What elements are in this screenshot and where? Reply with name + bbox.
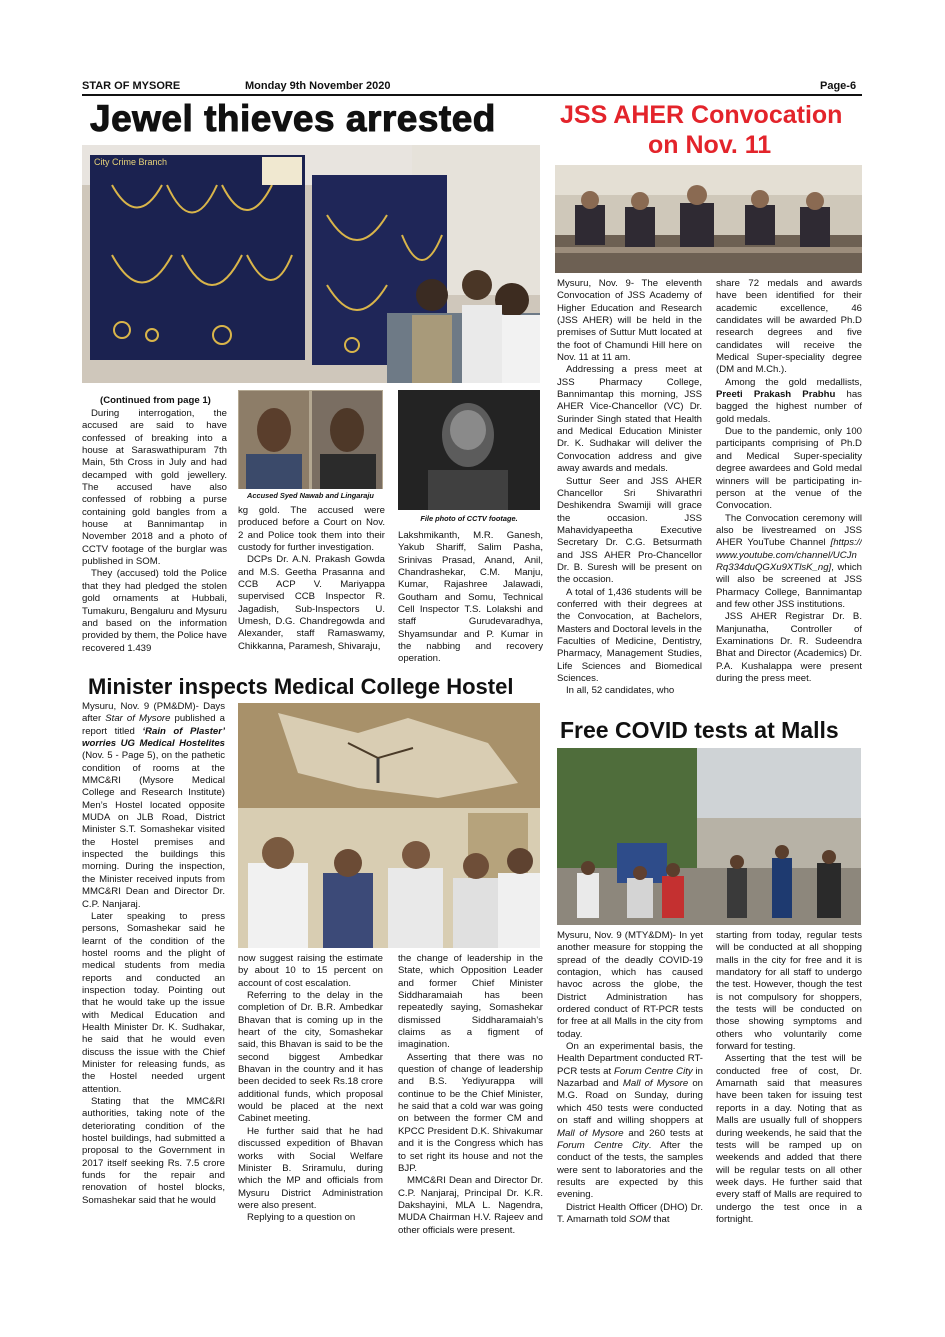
jss-column-2 bbox=[716, 278, 862, 716]
covid-column-1 bbox=[557, 930, 703, 1266]
jewel-column-2 bbox=[238, 505, 385, 670]
jss-text: has bagged the highest number of gold medals. bbox=[716, 389, 862, 425]
jss-col1-para: Suttur Seer and JSS AHER Chancellor Sri Shivarathri Deshikendra Swamiji will grace the occasion. JSS Mahavidyapeetha Executive Secretary Dr. C.G. Betsurmath and JSS AHER Pro-Chancellor Dr. B. Suresh will be present on the occasion. bbox=[557, 475, 702, 586]
ccb-board-text: City Crime Branch bbox=[94, 157, 168, 167]
jss-col2-para: Due to the pandemic, only 100 participants comprising of Ph.D and Medical Super-speciality degree awardees and Gold medal winners will be participating in-person at the venue of the Convocation. bbox=[716, 426, 862, 512]
hostel-text: published a report titled bbox=[82, 713, 225, 737]
jss-col1-para: Mysuru, Nov. 9- The eleventh Convocation of JSS Academy of Higher Education and Research (JSS AHER) will be held in the premises of Suttur Mutt located at the foot of Chamundi Hill here on Nov. 11 at 11 am. bbox=[557, 278, 702, 364]
hostel-col2-para: now suggest raising the estimate by about 10 to 15 percent on account of cost escalation. bbox=[238, 953, 383, 989]
covid-text: SOM bbox=[629, 1213, 651, 1225]
hostel-inspection-photo bbox=[238, 703, 540, 948]
youtube-link[interactable]: [https://www.youtube.com/channel/UCJnRq334duQGXu9XTlsK_ng] bbox=[716, 537, 862, 573]
hostel-text: Star of Mysore bbox=[105, 713, 171, 725]
jss-col2-para bbox=[716, 513, 862, 612]
hostel-col1-para: Later speaking to press persons, Somashekar said he learnt of the condition of the hostel rooms and the plight of medical students from media reports and conducted an inspection today. Pointing out that he would take up the issue with Medical Education and Health Minister Dr. K. Sudhakar, he said that he would even discuss the issue with the Chief Minister for releasing funds, as the Hostel needed urgent attention. bbox=[82, 910, 225, 1095]
covid-text: on M.G. Road on Sunday, during which 450 tests were conducted on staff and willing shoppers at bbox=[557, 1078, 703, 1127]
paper-name: STAR OF MYSORE bbox=[82, 80, 181, 92]
page-number: Page-6 bbox=[820, 80, 857, 92]
covid-text: and 260 tests at bbox=[623, 1127, 703, 1139]
hostel-column-3 bbox=[398, 953, 543, 1266]
jss-col2-para: JSS AHER Registrar Dr. B. Manjunatha, Controller of Examinations Dr. R. Sudeendra Bhat and Director (Academics) Dr. P.A. Kushalappa were present during the press meet. bbox=[716, 611, 862, 684]
accused-caption: Accused Syed Nawab and Lingaraju bbox=[247, 491, 374, 500]
jewel-col1-para: They (accused) told the Police that they had pledged the stolen gold ornaments at Hubbali, Tumakuru, Bengaluru and Mysuru and based on the information provided by them, the Police have recovered 1.439 bbox=[82, 568, 227, 654]
jss-col1-para: A total of 1,436 students will be conferred with their degrees at the Convocation, at Bachelors, Masters and Doctoral levels in the Faculties of Medicine, Dentistry, Pharmacy, Management Studies, Life Sciences and Biomedical Sciences. bbox=[557, 586, 702, 684]
hostel-text: Mysuru, Nov. 9 (PM&DM)- Days after bbox=[82, 701, 225, 725]
jss-text: , which will also be screened at JSS Pharmacy College, Bannimantap and few other JSS institutions. bbox=[716, 561, 862, 610]
hostel-col3-para: MMC&RI Dean and Director Dr. C.P. Nanjaraj, Principal Dr. K.R. Dakshayini, MLA L. Nagendra, MUDA Chairman H.V. Rajeev and other officials were present. bbox=[398, 1175, 543, 1236]
gold-medallist-name: Preeti Prakash Prabhu bbox=[716, 389, 836, 401]
hostel-col1-para bbox=[82, 701, 225, 911]
mall-name: Forum Centre City bbox=[614, 1065, 693, 1077]
hostel-column-1 bbox=[82, 701, 225, 1266]
report-title: ‘Rain of Plaster’ worries UG Medical Hostelites bbox=[82, 725, 225, 750]
jss-col2-para: share 72 medals and awards have been identified for their academic excellence, 46 candidates will be awarded Ph.D research degrees and five candidates will receive the Medical Super-speciality degree (DM and M.Ch.). bbox=[716, 278, 862, 376]
covid-column-2 bbox=[716, 930, 862, 1266]
covid-headline: Free COVID tests at Malls bbox=[560, 717, 839, 743]
hostel-col3-para: the change of leadership in the State, which Opposition Leader and former Chief Minister Siddharamaiah has been repeatedly saying, Somashekar dismissed Siddharamaiah’s claims as a figment of imagination. bbox=[398, 953, 543, 1051]
covid-testing-photo bbox=[557, 748, 861, 925]
cctv-photo bbox=[398, 390, 540, 510]
mall-name: Mall of Mysore bbox=[622, 1078, 689, 1090]
jss-text: Among the gold medallists, bbox=[725, 376, 862, 388]
covid-col2-para: starting from today, regular tests will be conducted at all shopping malls in the city for free and it is mandatory for all staff to undergo the test. However, though the test is not compulsory for shoppers, the tests will be conducted on those showing symptoms and others who voluntarily come forward for testing. bbox=[716, 930, 862, 1053]
convocation-press-meet-photo bbox=[555, 165, 862, 273]
jewel-continued: (Continued from page 1) bbox=[100, 395, 211, 406]
jss-col1-para: Addressing a press meet at JSS Pharmacy College, Bannimantap this morning, JSS AHER Vice-Chancellor (VC) Dr. Surinder Singh stated that Health and Medical Education Minister Dr. K. Sudhakar will deliver the Convocation address and give away awards and medals. bbox=[557, 364, 702, 475]
jss-col2-para bbox=[716, 377, 862, 426]
jss-col1-para: In all, 52 candidates, who bbox=[566, 685, 675, 697]
jss-text: The Convocation ceremony will also be livestreamed on JSS AHER YouTube Channel bbox=[716, 512, 862, 549]
mall-name: Forum Centre City bbox=[557, 1139, 649, 1151]
jewel-column-3 bbox=[398, 530, 543, 670]
hostel-headline: Minister inspects Medical College Hostel bbox=[88, 674, 514, 699]
cctv-caption: File photo of CCTV footage. bbox=[420, 514, 518, 523]
hostel-col2-para: He further said that he had discussed expedition of Bhavan works with Social Welfare Minister B. Sriramulu, during which the MP and officials from Mysuru District Administration were also present. bbox=[238, 1125, 383, 1211]
covid-col1-para bbox=[557, 1041, 703, 1201]
covid-col2-para: Asserting that the test will be conducted free of cost, Dr. Amarnath said that measures have been taken for issuing test reports in a day. Noting that as Malls are usually full of shoppers during weekends, he said that the tests will be ramped up on weekends and added that there will be regular tests on all other week days. He further said that every staff of Malls are required to undergo the test once in a fortnight. bbox=[716, 1053, 862, 1225]
hostel-col1-para: Stating that the MMC&RI authorities, taking note of the deteriorating condition of the hostel buildings, had submitted a proposal to the Government in 2017 itself seeking Rs. 7.5 crore funds for the repair and renovation of hostel blocks, Somashekar said that he would bbox=[82, 1096, 225, 1206]
accused-photo bbox=[238, 390, 383, 498]
jss-column-1 bbox=[557, 278, 702, 716]
hostel-col3-para: Asserting that there was no question of change of leadership and B.S. Yediyurappa will continue to be the Chief Minister, he said that a cold war was going on between the former CM and KPCC President D.K. Shivakumar and it is the Congress which has to set right its house and not the BJP. bbox=[398, 1051, 543, 1174]
covid-col1-para: Mysuru, Nov. 9 (MTY&DM)- In yet another measure for stopping the spread of the deadly COVID-19 contagion, which has caused havoc across the globe, the District Administration has ordered conduct of RT-PCR tests for free at all Malls in the city from today. bbox=[557, 930, 703, 1040]
jewel-headline: Jewel thieves arrested bbox=[90, 98, 496, 139]
covid-col1-para bbox=[557, 1202, 703, 1227]
jewel-col2-para: DCPs Dr. A.N. Prakash Gowda and M.S. Geetha Prasanna and CCB ACP V. Mariyappa supervised CCB Inspector R. Jagadish, Sub-Inspectors U. Umesh, D.G. Chandregowda and Alexander, staff Ramaswamy, Chikkanna, Paramesh, Shivaraju, bbox=[238, 554, 385, 652]
issue-date: Monday 9th November 2020 bbox=[245, 80, 391, 92]
mall-name: Mall of Mysore bbox=[557, 1127, 624, 1139]
jss-headline-line2: on Nov. 11 bbox=[648, 131, 772, 159]
jewel-col3-para: Lakshmikanth, M.R. Ganesh, Yakub Shariff, Salim Pasha, Srinivas Prasad, Anand, Anil, Chandrashekar, C.M. Manju, Kumar, Rajashree Jalawadi, Goutham and Somu, Technical Cell Inspector T.S. Lolakshi and staff Gurudevaradhya, Shyamsundar and P. Kumar in the nabbing and recovery operation. bbox=[398, 530, 543, 665]
covid-text: On an experimental basis, the Health Department conducted RT-PCR tests at bbox=[557, 1041, 703, 1077]
covid-text: District Health Officer (DHO) Dr. T. Amarnath told bbox=[557, 1201, 703, 1225]
jewel-col2-para: kg gold. The accused were produced before a Court on Nov. 2 and Police took them into their custody for further investigation. bbox=[238, 505, 385, 554]
covid-text: . After the conduct of the tests, the samples were sent to laboratories and the results are expected by this evening. bbox=[557, 1139, 703, 1201]
hostel-col2-para: Referring to the delay in the completion of Dr. B.R. Ambedkar Bhavan that is coming up in the heart of the city, Somashekar said, this Bhavan is said to be the second biggest Ambedkar Bhavan in the country and it has been decided to seek Rs.18 crore additional funds, which proposal would be placed at the next Cabinet meeting. bbox=[238, 990, 383, 1125]
jss-headline-line1: JSS AHER Convocation bbox=[560, 101, 843, 129]
covid-text: that bbox=[650, 1213, 670, 1225]
covid-text: in Nazarbad and bbox=[557, 1065, 703, 1090]
hostel-column-2 bbox=[238, 953, 383, 1266]
jewel-col1-para: During interrogation, the accused are said to have confessed of breaking into a house at Saraswathipuram 7th Main, 5th Cross in July and had decamped with gold jewellery. The accused have also confessed of robbing a purse containing gold bangles from a house at Bannimantap in November 2018 and a photo of CCTV footage of the burglar was published in SOM. bbox=[82, 408, 227, 568]
jewel-recovery-photo bbox=[82, 145, 540, 383]
hostel-col2-para: Replying to a question on bbox=[247, 1212, 356, 1224]
jewel-column-1 bbox=[82, 408, 227, 670]
masthead-rule bbox=[82, 94, 862, 96]
hostel-text: (Nov. 5 - Page 5), on the pathetic condition of rooms at the MMC&RI (Mysore Medical College and Research Institute) Men’s Hostel located opposite MUDA on JLB Road, District Minister S.T. Somashekar visited the Hostel premises and inspected the buildings this morning. During the inspection, the Minister received inputs from MMC&RI Dean and Director Dr. C.P. Nanjaraj. bbox=[82, 750, 225, 910]
